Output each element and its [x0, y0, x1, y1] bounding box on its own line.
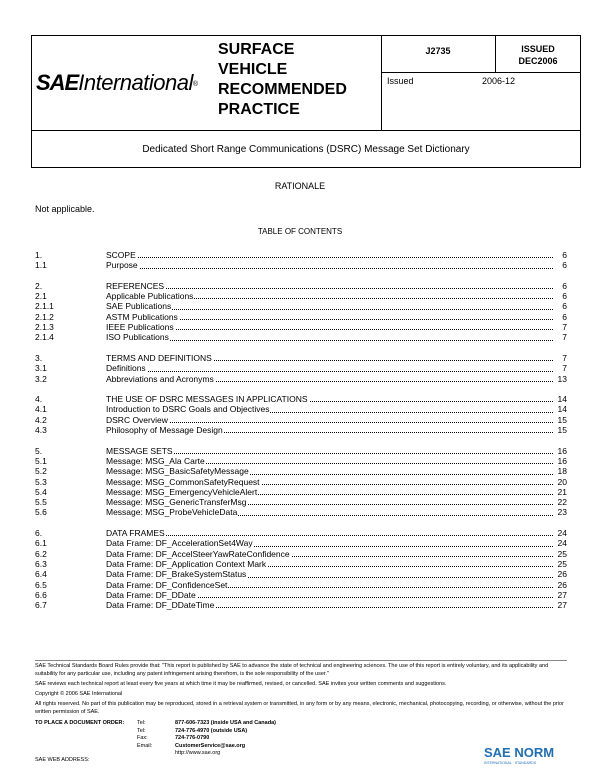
toc-page: 14	[557, 394, 567, 405]
doc-type-line: PRACTICE	[218, 101, 300, 118]
logo-international: International	[78, 70, 193, 95]
rationale-text: Not applicable.	[35, 204, 95, 214]
toc-page: 15	[557, 425, 567, 436]
toc-text: IEEE Publications	[106, 322, 553, 332]
toc-entry[interactable]	[35, 260, 567, 270]
toc-heading: TABLE OF CONTENTS	[257, 227, 343, 236]
toc-text: Data Frame: DF_BrakeSystemStatus	[106, 569, 553, 579]
toc-text: ISO Publications	[106, 332, 553, 342]
toc-entry[interactable]	[35, 322, 567, 332]
document-title: Dedicated Short Range Communications (DSRC) Message Set Dictionary	[31, 131, 581, 168]
toc-page: 6	[562, 301, 567, 312]
toc-text: Message: MSG_BasicSafetyMessage	[106, 466, 553, 476]
toc-page: 21	[557, 486, 567, 497]
toc-entry[interactable]	[35, 477, 567, 487]
toc-number: 2.	[35, 280, 43, 291]
toc-text: Message: MSG_CommonSafetyRequest	[106, 477, 553, 487]
toc-number: 5.3	[35, 476, 47, 487]
toc-entry[interactable]	[35, 538, 567, 548]
order-keys	[137, 720, 167, 750]
document-type	[218, 40, 347, 120]
toc-text: Abbreviations and Acronyms	[106, 374, 553, 384]
tel-key: Tel:	[137, 720, 146, 726]
toc-page: 6	[562, 250, 567, 260]
toc-text: Applicable Publications	[106, 291, 553, 301]
toc-number: 3.	[35, 352, 43, 363]
toc-number: 6.7	[35, 600, 47, 611]
toc-page: 26	[557, 569, 567, 580]
toc-page: 6	[562, 311, 567, 322]
toc-text: Purpose	[106, 260, 553, 270]
toc-number: 6.2	[35, 548, 47, 559]
toc-text: Data Frame: DF_DDateTime	[106, 600, 553, 610]
fax-key: Fax:	[137, 735, 148, 741]
tel2-value: 724-776-4970 (outside USA)	[175, 727, 248, 734]
fax-value: 724-776-0790	[175, 735, 210, 741]
toc-number: 2.1.2	[35, 311, 54, 322]
toc-page: 15	[557, 414, 567, 425]
toc-text: Philosophy of Message Design	[106, 425, 553, 435]
footer-rights: All rights reserved. No part of this publication may be reproduced, stored in a retrieval system or transmitted, in any form or by any means, electronic, mechanical, photocopying, recording, or otherwise, without the prior written permission of SAE.	[35, 701, 564, 715]
toc-entry[interactable]	[35, 291, 567, 301]
toc-entry[interactable]	[35, 301, 567, 311]
toc-text: Message: MSG_Ala Carte	[106, 456, 553, 466]
footer-rules: SAE Technical Standards Board Rules provide that: "This report is published by SAE to advance the state of technical and engineering sciences. The use of this report is entirely voluntary, and its applicability and suitability for any particular use, including any patent infringement arising therefrom, is the sole responsibility of the user."	[35, 663, 549, 677]
issued-status	[495, 43, 581, 67]
toc-page: 6	[562, 280, 567, 291]
toc-number: 1.1	[35, 260, 47, 271]
toc-entry[interactable]	[35, 446, 567, 456]
toc-entry[interactable]	[35, 332, 567, 342]
toc-entry[interactable]	[35, 425, 567, 435]
issued-date: DEC2006	[518, 56, 558, 66]
sae-norm-stamp	[484, 742, 580, 766]
toc-text: Data Frame: DF_Application Context Mark	[106, 559, 553, 569]
toc-page: 7	[562, 322, 567, 333]
document-header	[31, 35, 581, 131]
legal-footer	[35, 662, 567, 716]
toc-spacer	[35, 435, 567, 445]
toc-entry[interactable]	[35, 528, 567, 538]
toc-number: 6.4	[35, 569, 47, 580]
toc-number: 5.1	[35, 455, 47, 466]
document-number: J2735	[425, 46, 451, 56]
divider	[35, 660, 567, 661]
doc-type-line: RECOMMENDED	[218, 81, 347, 98]
toc-page: 23	[557, 507, 567, 518]
toc-page: 26	[557, 579, 567, 590]
toc-page: 16	[557, 455, 567, 466]
footer-review: SAE reviews each technical report at least every five years at which time it may be reaffirmed, revised, or cancelled. SAE invites your written comments and suggestions.	[35, 681, 447, 687]
toc-entry[interactable]	[35, 374, 567, 384]
toc-number: 4.	[35, 394, 43, 405]
toc-page: 24	[557, 538, 567, 549]
toc-text: REFERENCES	[106, 281, 553, 291]
issued-label: ISSUED	[521, 44, 555, 54]
stamp-norm-text: SAE NORM	[484, 745, 555, 760]
web-link[interactable]: http://www.sae.org	[175, 750, 221, 756]
toc-text: Introduction to DSRC Goals and Objectives	[106, 404, 553, 414]
toc-number: 6.5	[35, 579, 47, 590]
toc-page: 18	[557, 466, 567, 477]
toc-entry[interactable]	[35, 590, 567, 600]
toc-text: Message: MSG_EmergencyVehicleAlert	[106, 487, 553, 497]
toc-number: 6.3	[35, 558, 47, 569]
email-key: Email:	[137, 742, 153, 749]
toc-text: DSRC Overview	[106, 415, 553, 425]
toc-entry[interactable]	[35, 415, 567, 425]
toc-number: 2.1.1	[35, 301, 54, 312]
toc-entry[interactable]	[35, 466, 567, 476]
toc-text: Data Frame: DF_AccelSteerYawRateConfidence	[106, 549, 553, 559]
divider	[381, 72, 580, 73]
toc-entry[interactable]	[35, 600, 567, 610]
toc-page: 27	[557, 600, 567, 611]
order-label: TO PLACE A DOCUMENT ORDER:	[35, 720, 125, 726]
toc-number: 5.	[35, 445, 43, 456]
toc-number: 5.2	[35, 466, 47, 477]
toc-number: 6.1	[35, 538, 47, 549]
toc-text: SAE Publications	[106, 301, 553, 311]
toc-number: 6.6	[35, 589, 47, 600]
toc-entry[interactable]	[35, 549, 567, 559]
order-values	[175, 720, 375, 758]
toc-page: 20	[557, 476, 567, 487]
toc-text: Message: MSG_ProbeVehicleData	[106, 507, 553, 517]
toc-number: 3.1	[35, 363, 47, 374]
toc-text: Data Frame: DF_ConfidenceSet	[106, 580, 553, 590]
doc-type-line: SURFACE	[218, 41, 295, 58]
toc-page: 22	[557, 497, 567, 508]
toc-entry[interactable]	[35, 281, 567, 291]
tel2-key: Tel:	[137, 727, 146, 734]
toc-entry[interactable]	[35, 487, 567, 497]
toc-spacer	[35, 343, 567, 353]
toc-page: 6	[562, 260, 567, 271]
toc-text: Message: MSG_GenericTransferMsg	[106, 497, 553, 507]
toc-text: Definitions	[106, 363, 553, 373]
toc-page: 7	[562, 363, 567, 374]
stamp-subtitle: INTERNATIONAL · STANDARDS	[484, 761, 537, 765]
toc-spacer	[35, 271, 567, 281]
toc-page: 16	[557, 445, 567, 456]
sae-international-logo	[36, 70, 198, 96]
toc-spacer	[35, 518, 567, 528]
toc-entry[interactable]	[35, 250, 567, 260]
toc-number: 2.1.4	[35, 332, 54, 343]
web-label: SAE WEB ADDRESS:	[35, 757, 90, 763]
logo-tm: ®	[192, 81, 199, 88]
email-link[interactable]: CustomerService@sae.org	[175, 742, 246, 749]
toc-number: 4.3	[35, 425, 47, 436]
toc-entry[interactable]	[35, 353, 567, 363]
toc-text: SCOPE	[106, 250, 553, 260]
toc-page: 27	[557, 589, 567, 600]
toc-page: 7	[562, 332, 567, 343]
toc-entry[interactable]	[35, 404, 567, 414]
footer-copyright: Copyright © 2006 SAE International	[35, 691, 123, 697]
toc-number: 4.2	[35, 414, 47, 425]
toc-number: 3.2	[35, 373, 47, 384]
toc-page: 13	[557, 373, 567, 384]
toc-entry[interactable]	[35, 363, 567, 373]
toc-text: THE USE OF DSRC MESSAGES IN APPLICATIONS	[106, 394, 553, 404]
toc-text: Data Frame: DF_AccelerationSet4Way	[106, 538, 553, 548]
toc-page: 25	[557, 548, 567, 559]
issued-row-label: Issued	[387, 76, 414, 86]
toc-text: TERMS AND DEFINITIONS	[106, 353, 553, 363]
issued-row-date: 2006-12	[482, 76, 516, 86]
toc-text: ASTM Publications	[106, 312, 553, 322]
toc-number: 5.4	[35, 486, 47, 497]
rationale-heading: RATIONALE	[274, 181, 326, 191]
toc-number: 5.5	[35, 497, 47, 508]
toc-spacer	[35, 384, 567, 394]
toc-entry[interactable]	[35, 456, 567, 466]
toc-page: 7	[562, 352, 567, 363]
toc-text: MESSAGE SETS	[106, 446, 553, 456]
doc-type-line: VEHICLE	[218, 61, 288, 78]
toc-number: 4.1	[35, 404, 47, 415]
toc-number: 2.1.3	[35, 322, 54, 333]
toc-entry[interactable]	[35, 569, 567, 579]
toc-entry[interactable]	[35, 312, 567, 322]
table-of-contents	[35, 250, 567, 610]
tel-value: 877-606-7323 (inside USA and Canada)	[175, 720, 276, 726]
toc-entry[interactable]	[35, 580, 567, 590]
toc-page: 24	[557, 528, 567, 539]
toc-text: DATA FRAMES	[106, 528, 553, 538]
toc-page: 14	[557, 404, 567, 415]
toc-page: 6	[562, 291, 567, 302]
toc-page: 25	[557, 558, 567, 569]
toc-entry[interactable]	[35, 497, 567, 507]
toc-entry[interactable]	[35, 394, 567, 404]
toc-number: 5.6	[35, 507, 47, 518]
toc-entry[interactable]	[35, 559, 567, 569]
toc-number: 1.	[35, 250, 43, 260]
logo-sae: SAE	[36, 70, 79, 95]
toc-number: 2.1	[35, 291, 47, 302]
toc-number: 6.	[35, 528, 43, 539]
toc-entry[interactable]	[35, 507, 567, 517]
toc-text: Data Frame: DF_DDate	[106, 590, 553, 600]
